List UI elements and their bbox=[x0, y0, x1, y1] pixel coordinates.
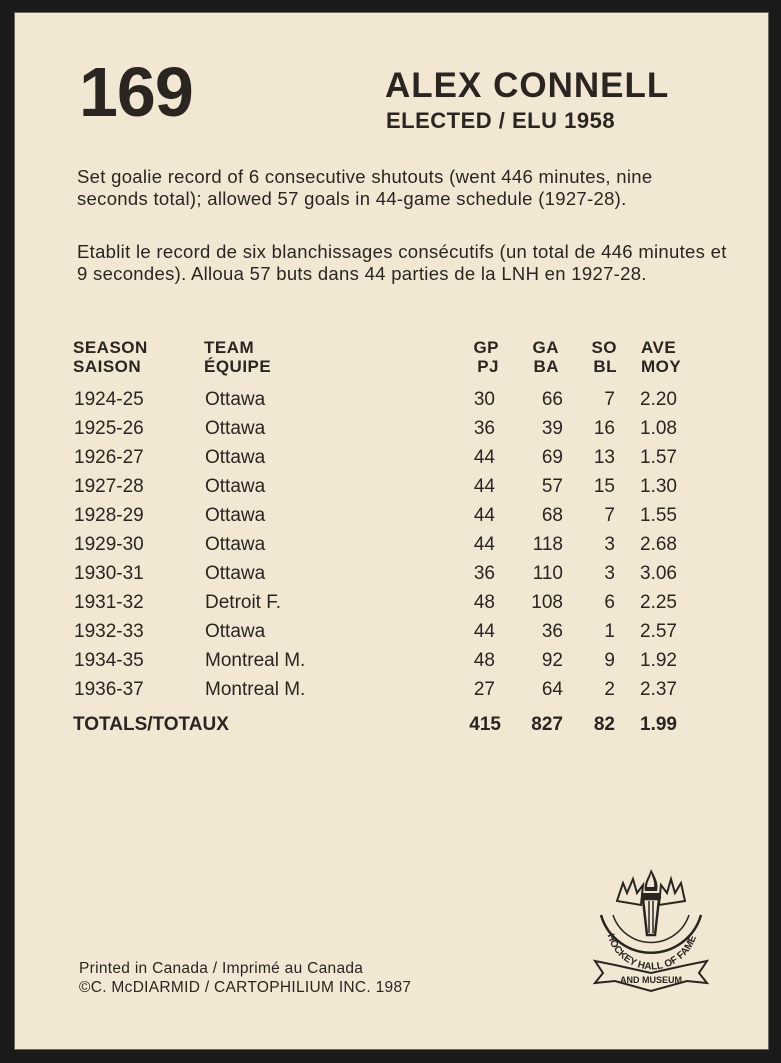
season-cell: 1927-28 bbox=[74, 476, 144, 497]
ave-cell: 1.92 bbox=[640, 650, 677, 671]
table-row bbox=[15, 650, 768, 679]
header-so-fr: BL bbox=[593, 357, 617, 376]
totals-ave: 1.99 bbox=[640, 714, 677, 735]
hockey-hall-of-fame-torch-icon bbox=[587, 861, 715, 1001]
header-team-fr: ÉQUIPE bbox=[204, 357, 272, 376]
logo-ring-text: HOCKEY HALL OF FAME bbox=[604, 932, 699, 973]
team-cell: Montreal M. bbox=[205, 679, 306, 700]
header-season-en: SEASON bbox=[73, 338, 148, 357]
ga-cell: 64 bbox=[541, 679, 563, 700]
header-so-en: SO bbox=[591, 338, 617, 357]
trading-card-back bbox=[14, 12, 769, 1050]
header-ga bbox=[515, 338, 559, 376]
season-cell: 1936-37 bbox=[74, 679, 144, 700]
gp-cell: 48 bbox=[473, 650, 495, 671]
copyright-line: ©C. McDIARMID / CARTOPHILIUM INC. 1987 bbox=[79, 979, 412, 996]
header-ga-en: GA bbox=[532, 338, 559, 357]
ave-cell: 1.08 bbox=[640, 418, 677, 439]
header-ave-fr: MOY bbox=[641, 357, 682, 376]
header-gp bbox=[455, 338, 499, 376]
so-cell: 15 bbox=[593, 476, 615, 497]
team-cell: Ottawa bbox=[205, 534, 266, 555]
gp-cell: 44 bbox=[473, 447, 495, 468]
season-cell: 1926-27 bbox=[74, 447, 144, 468]
team-cell: Ottawa bbox=[205, 418, 266, 439]
so-cell: 3 bbox=[604, 534, 615, 555]
header-ave bbox=[641, 338, 681, 376]
ga-cell: 69 bbox=[541, 447, 563, 468]
season-cell: 1934-35 bbox=[74, 650, 144, 671]
header-team bbox=[204, 338, 271, 376]
table-row bbox=[15, 534, 768, 563]
header-ave-en: AVE bbox=[641, 338, 677, 357]
so-cell: 7 bbox=[604, 505, 615, 526]
gp-cell: 30 bbox=[473, 389, 495, 410]
header-ga-fr: BA bbox=[533, 357, 559, 376]
table-row bbox=[15, 447, 768, 476]
ga-cell: 110 bbox=[532, 563, 563, 584]
ga-cell: 68 bbox=[541, 505, 563, 526]
table-row bbox=[15, 418, 768, 447]
player-name: ALEX CONNELL bbox=[385, 66, 670, 105]
team-cell: Montreal M. bbox=[205, 650, 306, 671]
ave-cell: 2.37 bbox=[640, 679, 677, 700]
elected-year: ELECTED / ELU 1958 bbox=[386, 108, 616, 133]
so-cell: 3 bbox=[604, 563, 615, 584]
team-cell: Ottawa bbox=[205, 447, 266, 468]
ga-cell: 108 bbox=[531, 592, 563, 613]
header-season bbox=[73, 338, 148, 376]
ga-cell: 36 bbox=[541, 621, 563, 642]
so-cell: 13 bbox=[593, 447, 615, 468]
so-cell: 16 bbox=[593, 418, 615, 439]
copyright-footer bbox=[79, 959, 411, 997]
team-cell: Detroit F. bbox=[205, 592, 282, 613]
so-cell: 6 bbox=[604, 592, 615, 613]
ave-cell: 2.20 bbox=[640, 389, 677, 410]
season-cell: 1925-26 bbox=[74, 418, 144, 439]
season-cell: 1930-31 bbox=[74, 563, 144, 584]
gp-cell: 44 bbox=[473, 621, 495, 642]
so-cell: 9 bbox=[604, 650, 615, 671]
table-row bbox=[15, 505, 768, 534]
ga-cell: 39 bbox=[541, 418, 563, 439]
season-cell: 1924-25 bbox=[74, 389, 144, 410]
table-row bbox=[15, 389, 768, 418]
team-cell: Ottawa bbox=[205, 563, 266, 584]
header-season-fr: SAISON bbox=[73, 357, 142, 376]
season-cell: 1929-30 bbox=[74, 534, 144, 555]
table-row bbox=[15, 592, 768, 621]
table-row bbox=[15, 621, 768, 650]
team-cell: Ottawa bbox=[205, 476, 266, 497]
gp-cell: 44 bbox=[473, 534, 495, 555]
gp-cell: 27 bbox=[473, 679, 495, 700]
team-cell: Ottawa bbox=[205, 621, 266, 642]
table-row bbox=[15, 476, 768, 505]
totals-label: TOTALS/TOTAUX bbox=[73, 714, 229, 735]
ave-cell: 2.25 bbox=[640, 592, 677, 613]
totals-gp: 415 bbox=[469, 714, 501, 735]
header-gp-en: GP bbox=[473, 338, 499, 357]
gp-cell: 44 bbox=[473, 476, 495, 497]
team-cell: Ottawa bbox=[205, 505, 266, 526]
season-cell: 1932-33 bbox=[74, 621, 144, 642]
printed-in-line: Printed in Canada / Imprimé au Canada bbox=[79, 960, 364, 977]
so-cell: 1 bbox=[604, 621, 615, 642]
totals-ga: 827 bbox=[531, 714, 563, 735]
bio-french: Etablit le record de six blanchissages consécutifs (un total de 446 minutes et 9 secondes). Alloua 57 buts dans 44 parties de la LNH en 1927-28. bbox=[77, 241, 727, 284]
ave-cell: 1.55 bbox=[640, 505, 677, 526]
gp-cell: 36 bbox=[473, 563, 495, 584]
table-row bbox=[15, 563, 768, 592]
gp-cell: 44 bbox=[473, 505, 495, 526]
ave-cell: 3.06 bbox=[640, 563, 677, 584]
gp-cell: 48 bbox=[473, 592, 495, 613]
team-cell: Ottawa bbox=[205, 389, 266, 410]
header-team-en: TEAM bbox=[204, 338, 255, 357]
ga-cell: 57 bbox=[541, 476, 563, 497]
so-cell: 2 bbox=[604, 679, 615, 700]
card-number: 169 bbox=[79, 53, 193, 131]
gp-cell: 36 bbox=[473, 418, 495, 439]
season-cell: 1928-29 bbox=[74, 505, 144, 526]
header-so bbox=[573, 338, 617, 376]
ave-cell: 2.57 bbox=[640, 621, 677, 642]
table-row bbox=[15, 679, 768, 708]
ave-cell: 1.57 bbox=[640, 447, 677, 468]
ave-cell: 1.30 bbox=[640, 476, 677, 497]
ave-cell: 2.68 bbox=[640, 534, 677, 555]
bio-english: Set goalie record of 6 consecutive shutouts (went 446 minutes, nine seconds total); allowed 57 goals in 44-game schedule (1927-28). bbox=[77, 166, 653, 209]
season-cell: 1931-32 bbox=[74, 592, 144, 613]
ga-cell: 66 bbox=[541, 389, 563, 410]
ga-cell: 92 bbox=[541, 650, 563, 671]
totals-so: 82 bbox=[593, 714, 615, 735]
totals-row bbox=[15, 714, 768, 743]
header-gp-fr: PJ bbox=[477, 357, 499, 376]
so-cell: 7 bbox=[604, 389, 615, 410]
ga-cell: 118 bbox=[532, 534, 563, 555]
logo-ribbon-text: AND MUSEUM bbox=[620, 975, 682, 985]
